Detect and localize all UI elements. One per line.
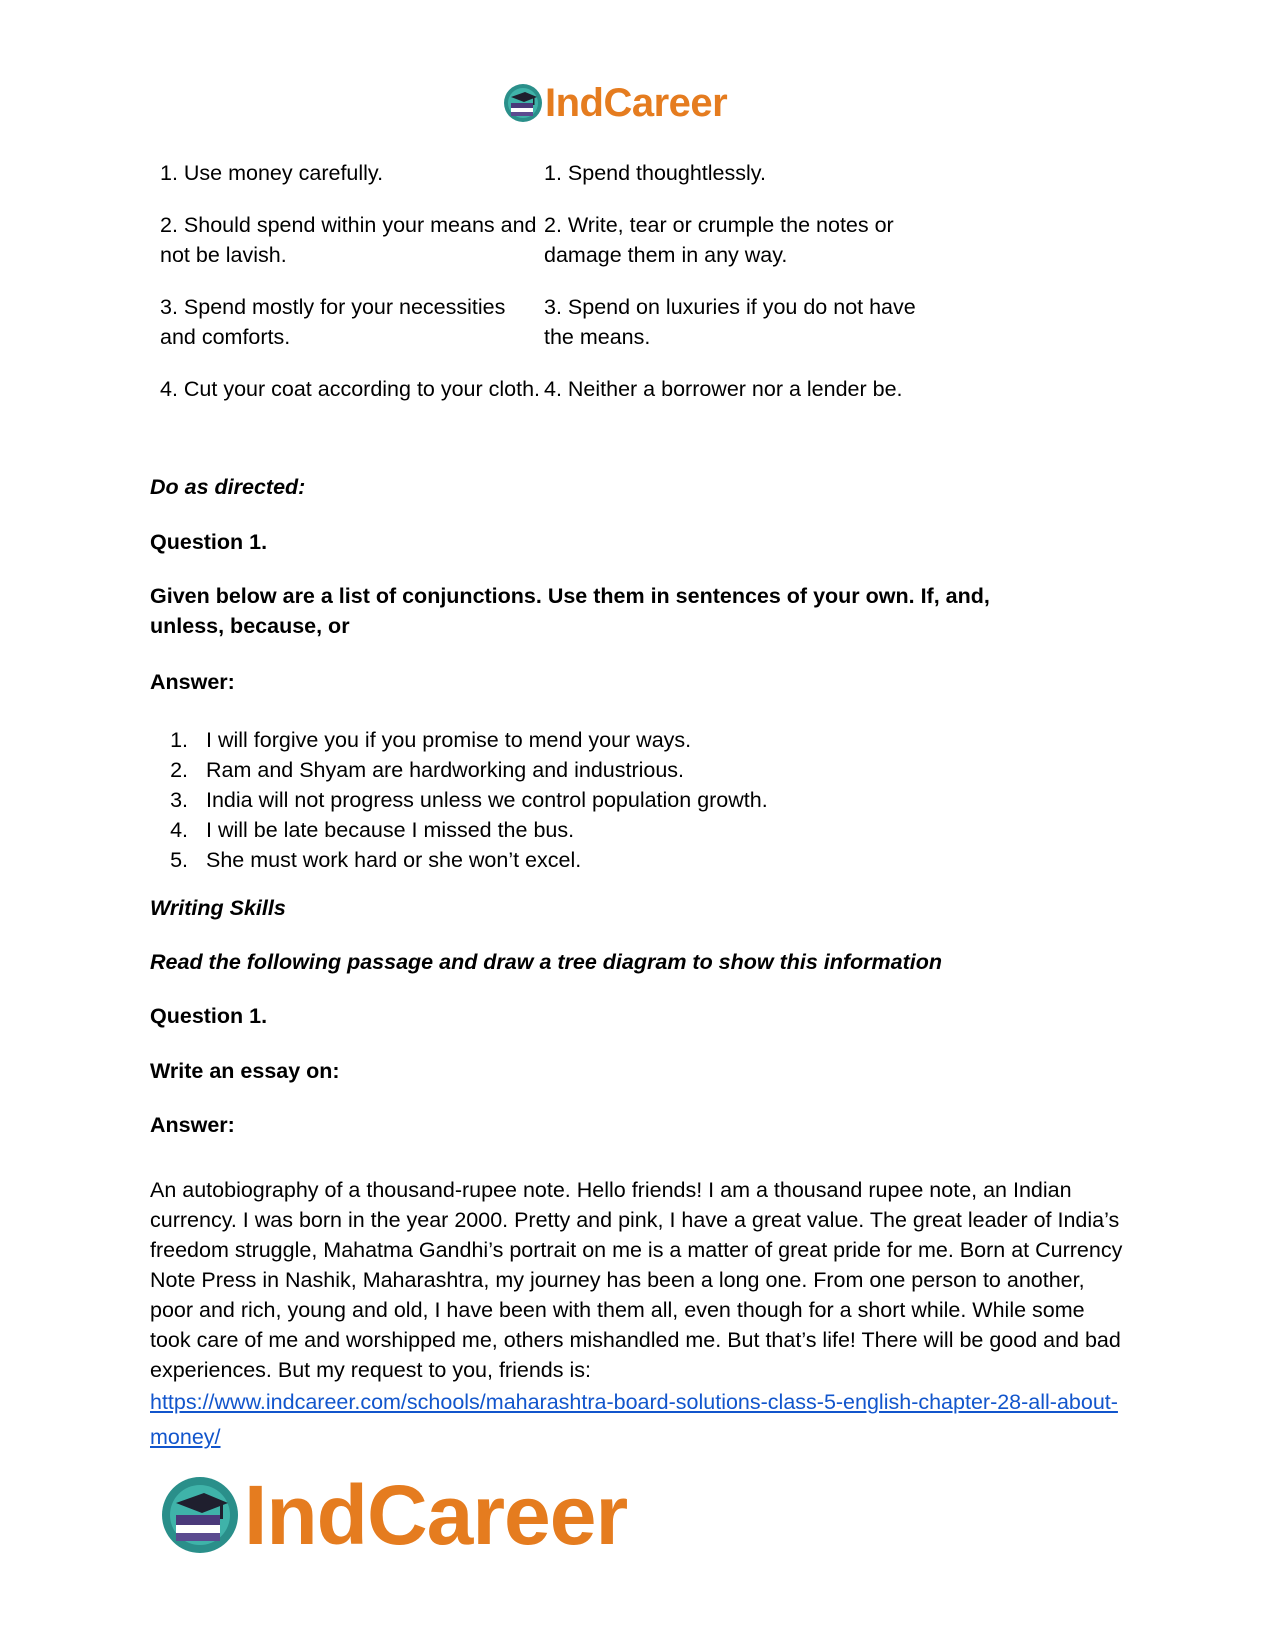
dont-item: 3. Spend on luxuries if you do not have the means.	[544, 295, 916, 349]
do-item: 4. Cut your coat according to your cloth.	[160, 377, 541, 401]
list-item	[150, 815, 768, 845]
table-row	[160, 374, 960, 404]
list-number: 3.	[170, 788, 188, 812]
do-dont-table	[160, 158, 960, 426]
list-number: 2.	[170, 758, 188, 782]
answer-label: Answer:	[150, 1113, 235, 1137]
essay-paragraph: An autobiography of a thousand-rupee note. Hello friends! I am a thousand rupee note, an Indian currency. I was born in the year 2000. Pretty and pink, I have a great value. The great leader of India’s freedom struggle, Mahatma Gandhi’s portrait on me is a matter of great pride for me. Born at Currency Note Press in Nashik, Maharashtra, my journey has been a long one. From one person to another, poor and rich, young and old, I have been with them all, even though for a short while. While some took care of me and worshipped me, others mishandled me. But that’s life! There will be good and bad experiences. But my request to you, friends is:	[150, 1178, 1123, 1382]
do-item: 2. Should spend within your means and not be lavish.	[160, 213, 537, 267]
question-text: Write an essay on:	[150, 1059, 340, 1083]
dont-item: 2. Write, tear or crumple the notes or damage them in any way.	[544, 213, 894, 267]
source-link[interactable]: https://www.indcareer.com/schools/maharashtra-board-solutions-class-5-english-chapter-28-all-about-money/	[150, 1390, 1118, 1449]
list-number: 1.	[170, 728, 188, 752]
dont-item: 4. Neither a borrower nor a lender be.	[544, 377, 903, 401]
header-logo	[503, 80, 727, 126]
instruction-text: Read the following passage and draw a tree diagram to show this information	[150, 950, 943, 974]
list-text: India will not progress unless we control population growth.	[206, 788, 768, 812]
graduation-book-icon	[503, 83, 543, 123]
graduation-book-icon	[160, 1475, 240, 1555]
list-number: 4.	[170, 818, 188, 842]
dont-item: 1. Spend thoughtlessly.	[544, 161, 766, 185]
logo-wordmark: IndCareer	[244, 1467, 628, 1562]
table-row	[160, 292, 960, 352]
list-text: I will be late because I missed the bus.	[206, 818, 575, 842]
answer-list	[150, 725, 768, 875]
table-row	[160, 210, 960, 270]
section-heading: Writing Skills	[150, 896, 286, 920]
essay-body	[150, 1175, 1130, 1455]
list-item	[150, 845, 768, 875]
question-label: Question 1.	[150, 1004, 268, 1028]
list-text: I will forgive you if you promise to mend your ways.	[206, 728, 692, 752]
list-text: She must work hard or she won’t excel.	[206, 848, 582, 872]
do-item: 3. Spend mostly for your necessities and comforts.	[160, 295, 506, 349]
footer-logo	[160, 1467, 628, 1562]
question-text: Given below are a list of conjunctions. Use them in sentences of your own. If, and, unless, because, or	[150, 584, 990, 638]
do-item: 1. Use money carefully.	[160, 161, 384, 185]
table-row	[160, 158, 960, 188]
list-item	[150, 785, 768, 815]
list-number: 5.	[170, 848, 188, 872]
list-text: Ram and Shyam are hardworking and industrious.	[206, 758, 685, 782]
section-heading: Do as directed:	[150, 475, 306, 499]
list-item	[150, 725, 768, 755]
logo-wordmark: IndCareer	[545, 80, 728, 125]
question-label: Question 1.	[150, 530, 268, 554]
answer-label: Answer:	[150, 670, 235, 694]
list-item	[150, 755, 768, 785]
